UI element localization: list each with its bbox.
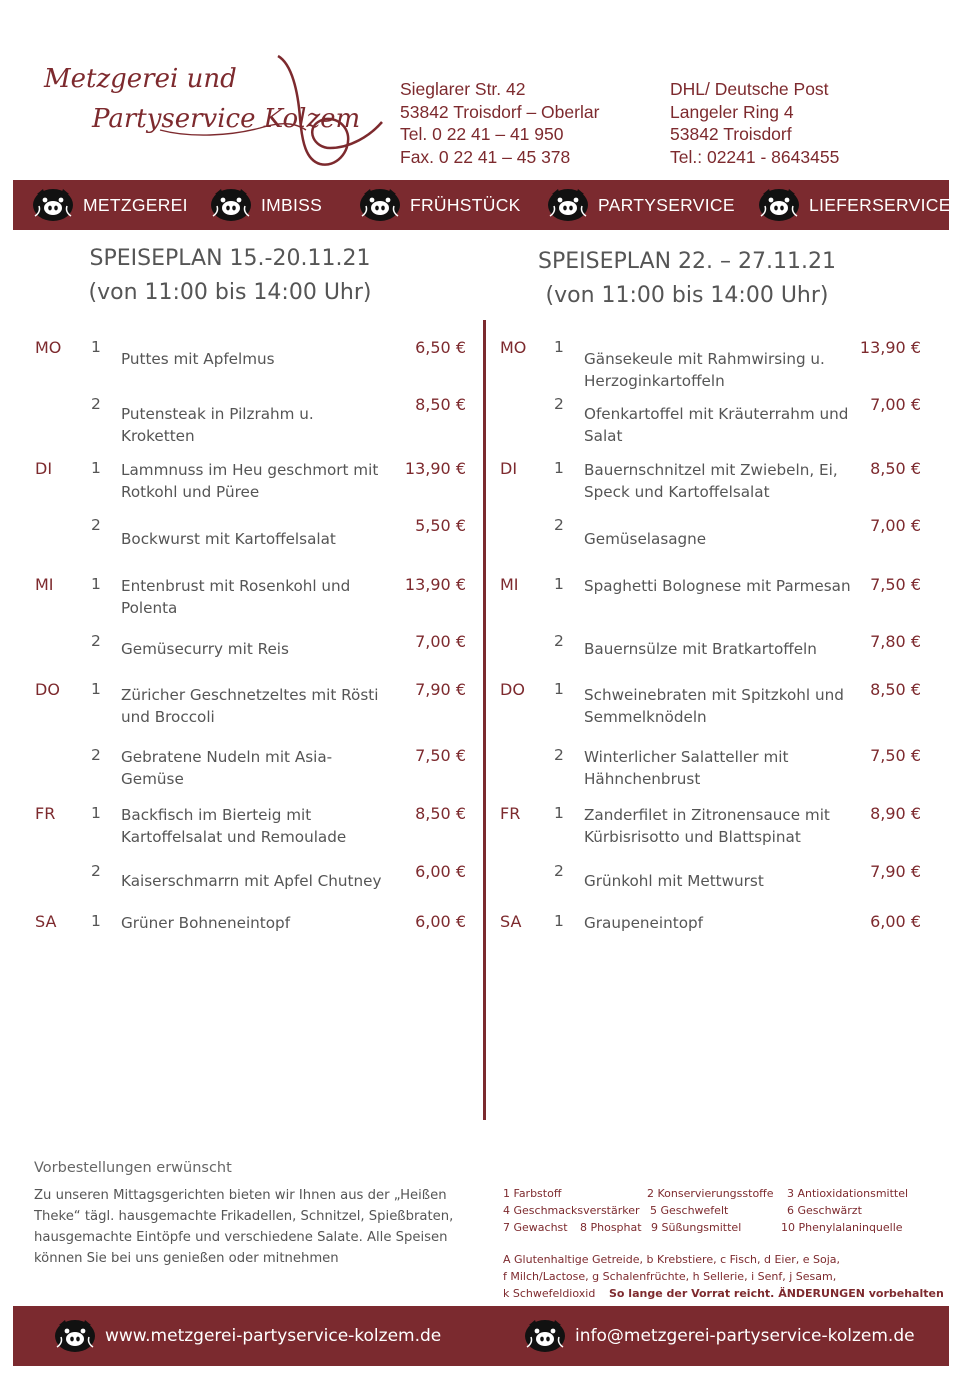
dish-name: Schweinebraten mit Spitzkohl und Semmelknödeln xyxy=(584,686,844,726)
day-label: SA xyxy=(500,912,522,931)
dish-price: 8,90 € xyxy=(870,804,921,823)
service-metzgerei xyxy=(31,188,188,222)
day-label: FR xyxy=(500,804,521,823)
dish-number: 1 xyxy=(91,804,101,822)
week-1-header xyxy=(60,242,400,310)
additive-10: 10 Phenylalaninquelle xyxy=(781,1221,903,1234)
day-label: MI xyxy=(500,575,519,594)
footer-website[interactable] xyxy=(53,1318,441,1354)
dish-price: 5,50 € xyxy=(415,516,466,535)
dish-number: 1 xyxy=(91,575,101,593)
dish-number: 2 xyxy=(554,632,564,650)
service-partyservice xyxy=(546,188,735,222)
dish-name: Gebratene Nudeln mit Asia-Gemüse xyxy=(121,748,333,788)
dish-number: 1 xyxy=(91,459,101,477)
service-imbiss xyxy=(209,188,322,222)
logo-line-2: Partyservice Kolzem xyxy=(92,104,361,134)
shop-address xyxy=(400,78,599,168)
post-office-city: 53842 Troisdorf xyxy=(670,124,792,144)
hot-counter-info: Zu unseren Mittagsgerichten bieten wir Ihnen aus der „Heißen Theke“ tägl. hausgemachte Frikadellen, Schnitzel, Spießbraten, hausgemachte Eintöpfe und verschiedene Salate. Alle Speisen können Sie bei uns genießen oder mitnehmen xyxy=(34,1188,454,1266)
dish-price: 7,50 € xyxy=(415,746,466,765)
dish-name: Puttes mit Apfelmus xyxy=(121,350,275,368)
dish-name: Lammnuss im Heu geschmort mit Rotkohl und Püree xyxy=(121,461,379,501)
pig-icon xyxy=(358,188,402,222)
day-label: DI xyxy=(35,459,53,478)
day-label: MI xyxy=(35,575,54,594)
service-label: LIEFERSERVICE xyxy=(809,194,951,215)
dish-number: 1 xyxy=(91,338,101,356)
dish-number: 1 xyxy=(91,912,101,930)
dish-price: 13,90 € xyxy=(404,459,466,478)
day-label: DI xyxy=(500,459,518,478)
dish-number: 2 xyxy=(91,746,101,764)
dish-name: Bauernschnitzel mit Zwiebeln, Ei, Speck und Kartoffelsalat xyxy=(584,461,838,501)
post-office-name: DHL/ Deutsche Post xyxy=(670,79,829,99)
pig-icon xyxy=(53,1319,97,1353)
dish-name: Gänsekeule mit Rahmwirsing u. Herzoginkartoffeln xyxy=(584,350,825,390)
address-city: 53842 Troisdorf – Oberlar xyxy=(400,101,600,122)
dish-price: 7,50 € xyxy=(870,575,921,594)
dish-name: Bockwurst mit Kartoffelsalat xyxy=(121,530,336,548)
week-2-title: SPEISEPLAN 22. – 27.11.21 xyxy=(538,249,836,274)
dish-price: 7,90 € xyxy=(415,680,466,699)
dish-name: Winterlicher Salatteller mit Hähnchenbrust xyxy=(584,748,789,788)
dish-price: 7,80 € xyxy=(870,632,921,651)
dish-number: 2 xyxy=(91,395,101,413)
week-2-hours: (von 11:00 bis 14:00 Uhr) xyxy=(545,283,829,308)
dish-number: 1 xyxy=(554,338,564,356)
week-1-title: SPEISEPLAN 15.-20.11.21 xyxy=(89,246,371,271)
footer-email[interactable] xyxy=(523,1318,915,1354)
day-label: MO xyxy=(35,338,62,357)
additive-2: 2 Konservierungsstoffe xyxy=(647,1187,774,1200)
post-office-street: Langeler Ring 4 xyxy=(670,101,794,122)
dish-price: 8,50 € xyxy=(415,395,466,414)
dish-name: Grünkohl mit Mettwurst xyxy=(584,872,764,890)
website-link[interactable]: www.metzgerei-partyservice-kolzem.de xyxy=(105,1326,442,1346)
stock-notice: So lange der Vorrat reicht. ÄNDERUNGEN vorbehalten xyxy=(609,1287,944,1300)
dish-price: 6,50 € xyxy=(415,338,466,357)
dish-price: 7,00 € xyxy=(415,632,466,651)
service-label: PARTYSERVICE xyxy=(598,194,735,215)
logo-line-1: Metzgerei und xyxy=(44,64,237,94)
column-divider xyxy=(483,320,486,1120)
dish-number: 2 xyxy=(91,632,101,650)
pig-icon xyxy=(31,188,75,222)
dish-number: 1 xyxy=(91,680,101,698)
address-street: Sieglarer Str. 42 xyxy=(400,79,526,99)
allergens-line-3: k Schwefeldioxid xyxy=(503,1287,596,1300)
dish-price: 8,50 € xyxy=(870,459,921,478)
service-label: METZGEREI xyxy=(83,194,188,215)
additive-4: 4 Geschmacksverstärker xyxy=(503,1204,640,1217)
allergens-line-2: f Milch/Lactose, g Schalenfrüchte, h Sellerie, i Senf, j Sesam, xyxy=(503,1270,837,1283)
dish-number: 2 xyxy=(554,516,564,534)
dish-number: 2 xyxy=(91,862,101,880)
service-banner xyxy=(13,180,949,230)
dish-name: Gemüsecurry mit Reis xyxy=(121,640,289,658)
dish-price: 6,00 € xyxy=(415,862,466,881)
dish-name: Zanderfilet in Zitronensauce mit Kürbisrisotto und Blattspinat xyxy=(584,806,830,846)
footer-bar xyxy=(13,1306,949,1366)
dish-price: 7,00 € xyxy=(870,516,921,535)
pig-icon xyxy=(523,1319,567,1353)
dish-price: 6,00 € xyxy=(415,912,466,931)
additive-7: 7 Gewachst xyxy=(503,1221,568,1234)
company-logo xyxy=(30,52,390,172)
pig-icon xyxy=(757,188,801,222)
dish-name: Ofenkartoffel mit Kräuterrahm und Salat xyxy=(584,405,849,445)
additive-8: 8 Phosphat xyxy=(580,1221,642,1234)
week-2-header xyxy=(512,245,862,313)
service-label: IMBISS xyxy=(261,194,323,215)
dish-name: Putensteak in Pilzrahm u. Kroketten xyxy=(121,405,314,445)
dish-name: Züricher Geschnetzeltes mit Rösti und Broccoli xyxy=(121,686,379,726)
dish-name: Spaghetti Bolognese mit Parmesan xyxy=(584,577,851,595)
address-fax: Fax. 0 22 41 – 45 378 xyxy=(400,146,571,167)
dish-number: 1 xyxy=(554,575,564,593)
dish-name: Grüner Bohneneintopf xyxy=(121,914,291,932)
dish-number: 1 xyxy=(554,912,564,930)
dish-price: 7,50 € xyxy=(870,746,921,765)
dish-name: Backfisch im Bierteig mit Kartoffelsalat und Remoulade xyxy=(121,806,347,846)
dish-price: 8,50 € xyxy=(870,680,921,699)
dish-number: 2 xyxy=(554,862,564,880)
dish-price: 6,00 € xyxy=(870,912,921,931)
post-office-phone: Tel.: 02241 - 8643455 xyxy=(670,146,840,167)
preorder-note: Vorbestellungen erwünscht xyxy=(34,1160,232,1176)
dish-price: 8,50 € xyxy=(415,804,466,823)
week-1-hours: (von 11:00 bis 14:00 Uhr) xyxy=(88,280,372,305)
address-phone: Tel. 0 22 41 – 41 950 xyxy=(400,124,564,144)
dish-price: 13,90 € xyxy=(859,338,921,357)
service-lieferservice xyxy=(757,188,951,222)
post-office-address xyxy=(670,78,839,168)
dish-name: Graupeneintopf xyxy=(584,914,703,932)
dish-name: Kaiserschmarrn mit Apfel Chutney xyxy=(121,872,382,890)
service-label: FRÜHSTÜCK xyxy=(410,194,521,215)
day-label: FR xyxy=(35,804,56,823)
service-fruehstueck xyxy=(358,188,521,222)
dish-number: 2 xyxy=(91,516,101,534)
dish-name: Entenbrust mit Rosenkohl und Polenta xyxy=(121,577,351,617)
dish-number: 2 xyxy=(554,746,564,764)
dish-price: 7,00 € xyxy=(870,395,921,414)
dish-number: 1 xyxy=(554,680,564,698)
day-label: DO xyxy=(500,680,525,699)
day-label: SA xyxy=(35,912,57,931)
additive-9: 9 Süßungsmittel xyxy=(651,1221,742,1234)
dish-name: Bauernsülze mit Bratkartoffeln xyxy=(584,640,817,658)
allergens-line-1: A Glutenhaltige Getreide, b Krebstiere, c Fisch, d Eier, e Soja, xyxy=(503,1253,841,1266)
dish-price: 7,90 € xyxy=(870,862,921,881)
dish-number: 1 xyxy=(554,804,564,822)
pig-icon xyxy=(209,188,253,222)
pig-icon xyxy=(546,188,590,222)
dish-name: Gemüselasagne xyxy=(584,530,707,548)
dish-number: 1 xyxy=(554,459,564,477)
day-label: DO xyxy=(35,680,60,699)
additive-6: 6 Geschwärzt xyxy=(787,1204,862,1217)
additive-1: 1 Farbstoff xyxy=(503,1187,562,1200)
email-link[interactable]: info@metzgerei-partyservice-kolzem.de xyxy=(575,1326,915,1346)
dish-number: 2 xyxy=(554,395,564,413)
additive-3: 3 Antioxidationsmittel xyxy=(787,1187,909,1200)
additive-5: 5 Geschwefelt xyxy=(650,1204,729,1217)
day-label: MO xyxy=(500,338,527,357)
dish-price: 13,90 € xyxy=(404,575,466,594)
